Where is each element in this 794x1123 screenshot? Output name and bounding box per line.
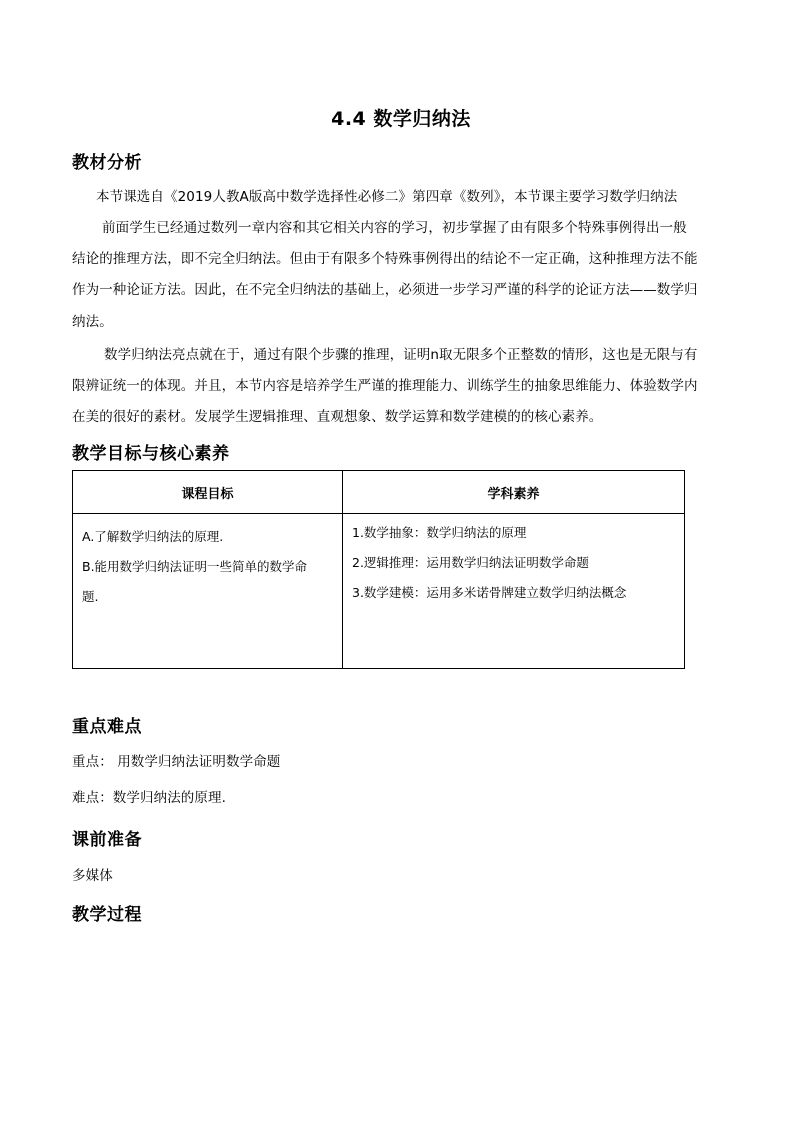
literacy-line: 3.数学建模：运用多米诺骨牌建立数学归纳法概念 [352,585,627,600]
analysis-p1-line: 前面学生已经通过数列一章内容和其它相关内容的学习，初步掌握了由有限多个特殊事例得出一般 [102,220,687,236]
course-goal-line: A.了解数学归纳法的原理. [82,529,224,544]
header-subject-literacy: 学科素养 [343,471,685,514]
heading-process: 教学过程 [72,905,142,925]
subject-literacy-cell [343,514,685,669]
heading-goals: 教学目标与核心素养 [72,444,230,464]
goals-table [72,470,685,669]
analysis-p1-line: 结论的推理方法，即不完全归纳法。但由于有限多个特殊事例得出的结论不一定正确，这种推理方法不能 [72,251,698,267]
header-course-goals: 课程目标 [73,471,343,514]
analysis-p2-line: 数学归纳法亮点就在于，通过有限个步骤的推理，证明n取无限多个正整数的情形，这也是无限与有 [104,347,698,363]
heading-prep: 课前准备 [72,830,142,850]
analysis-intro: 本节课选自《2019人教A版高中数学选择性必修二》第四章《数列》，本节课主要学习数学归纳法 [96,189,678,205]
course-goal-line: B.能用数学归纳法证明一些简单的数学命 [82,559,308,574]
analysis-p1-line: 作为一种论证方法。因此，在不完全归纳法的基础上，必须进一步学习严谨的科学的论证方法——数学归 [72,282,698,298]
course-goals-cell [73,514,343,669]
prep-content: 多媒体 [72,868,113,884]
table-header-row [73,471,685,514]
heading-analysis: 教材分析 [72,153,142,173]
literacy-line: 2.逻辑推理：运用数学归纳法证明数学命题 [352,555,589,570]
document-title: 4.4 数学归纳法 [331,108,471,130]
analysis-p2-line: 限辨证统一的体现。并且，本节内容是培养学生严谨的推理能力、训练学生的抽象思维能力、体验数学内 [72,378,698,394]
course-goal-line: 题. [82,589,99,604]
heading-key-points: 重点难点 [72,717,142,737]
literacy-line: 1.数学抽象：数学归纳法的原理 [352,525,527,540]
table-row [73,514,685,669]
analysis-p2-line: 在美的很好的素材。发展学生逻辑推理、直观想象、数学运算和数学建模的的核心素养。 [72,409,603,425]
key-point-text: 重点： 用数学归纳法证明数学命题 [72,754,281,770]
analysis-p1-line: 纳法。 [72,314,113,330]
difficulty-text: 难点：数学归纳法的原理. [72,790,226,806]
